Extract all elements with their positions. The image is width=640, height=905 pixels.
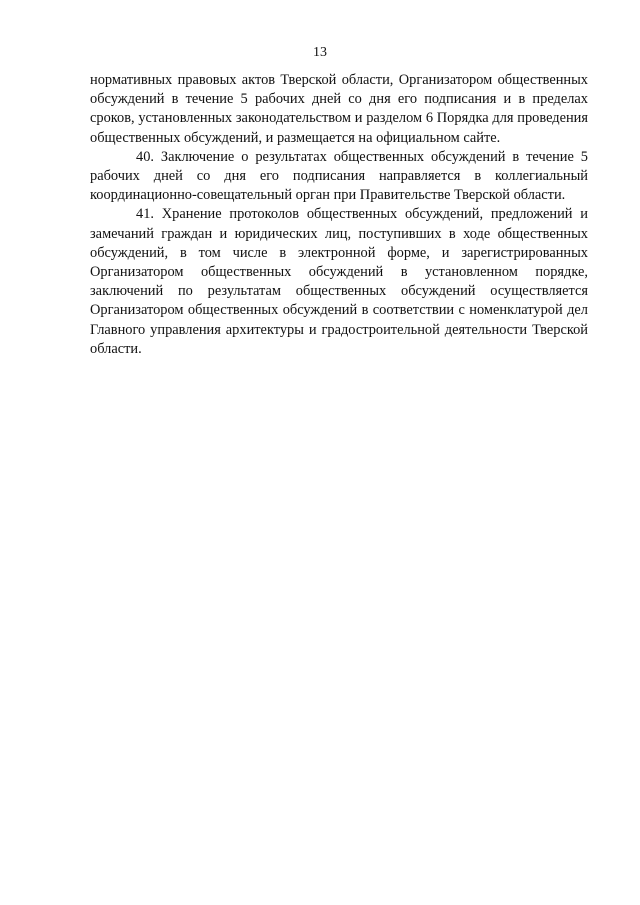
page-number: 13 [313,45,327,60]
paragraph-item-41: 41. Хранение протоколов общественных обсуждений, предложений и замечаний граждан и юридических лиц, поступивших в ходе общественных обсуждений, в том числе в электронной форме, и зарегистрированных Организатором общественных обсуждений в установленном порядке, заключений по результатам общественных обсуждений осуществляется Организатором общественных обсуждений в соответствии с номенклатурой дел Главного управления архитектуры и градостроительной деятельности Тверской области. [90,206,588,357]
paragraph-item-40: 40. Заключение о результатах общественных обсуждений в течение 5 рабочих дней со дня его подписания направляется в коллегиальный координационно-совещательный орган при Правительстве Тверской области. [90,148,588,204]
paragraph-continuation: нормативных правовых актов Тверской области, Организатором общественных обсуждений в течение 5 рабочих дней со дня его подписания и в пределах сроков, установленных законодательством и разделом 6 Порядка для проведения общественных обсуждений, и размещается на официальном сайте. [90,72,588,146]
document-body [90,71,588,359]
